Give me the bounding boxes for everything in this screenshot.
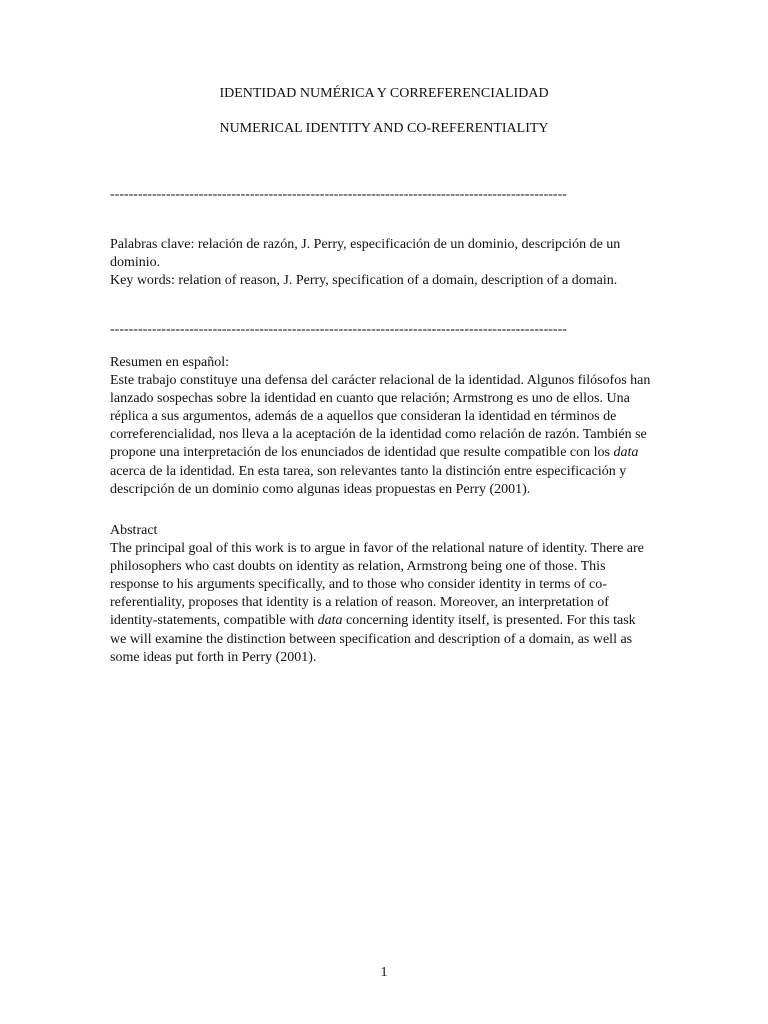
- summary-text-start: Este trabajo constituye una defensa del carácter relacional de la identidad. Algunos filósofos han lanzado sospechas sobre la identidad en cuanto que relación; Armstrong es uno de ellos. Una réplica a sus argumentos, además de a aquellos que consideran la identidad en términos de correferencialidad, nos lleva a la aceptación de la identidad como relación de razón. También se propone una interpretación de los enunciados de identidad que resulte compatible con los: [110, 373, 651, 461]
- summary-italic-term: data: [613, 445, 639, 461]
- abstract-heading: Abstract: [110, 523, 158, 538]
- title-spanish: IDENTIDAD NUMÉRICA Y CORREFERENCIALIDAD: [219, 86, 549, 101]
- keywords-spanish: Palabras clave: relación de razón, J. Perry, especificación de un dominio, descripción de un dominio.: [110, 237, 621, 271]
- keywords-english: Key words: relation of reason, J. Perry, specification of a domain, description of a domain.: [110, 273, 618, 289]
- summary-text-end: acerca de la identidad. En esta tarea, son relevantes tanto la distinción entre especificación y descripción de un dominio como algunas ideas propuestas en Perry (2001).: [110, 463, 627, 497]
- abstract-text-start: The principal goal of this work is to argue in favor of the relational nature of identity. There are philosophers who cast doubts on identity as relation, Armstrong being one of those. This response to his arguments specifically, and to those who consider identity in terms of co-referentiality, proposes that identity is a relation of reason. Moreover, an interpretation of identity-statements, compatible with: [110, 541, 644, 629]
- abstract-body: [110, 540, 655, 667]
- abstract-section: [110, 522, 655, 667]
- summary-body: [110, 372, 655, 499]
- summary-section: [110, 354, 655, 499]
- keywords-section: [110, 236, 655, 290]
- summary-heading: Resumen en español:: [110, 355, 229, 370]
- separator-line: --------------------------------------------------------------------------------------------------: [110, 187, 567, 202]
- title-english: NUMERICAL IDENTITY AND CO-REFERENTIALITY: [219, 121, 549, 136]
- separator-line: --------------------------------------------------------------------------------------------------: [110, 322, 567, 337]
- abstract-text-end: concerning identity itself, is presented. For this task we will examine the distinction between specification and description of a domain, as well as some ideas put forth in Perry (2001).: [110, 613, 636, 665]
- page-number: 1: [380, 965, 388, 980]
- abstract-italic-term: data: [317, 613, 343, 629]
